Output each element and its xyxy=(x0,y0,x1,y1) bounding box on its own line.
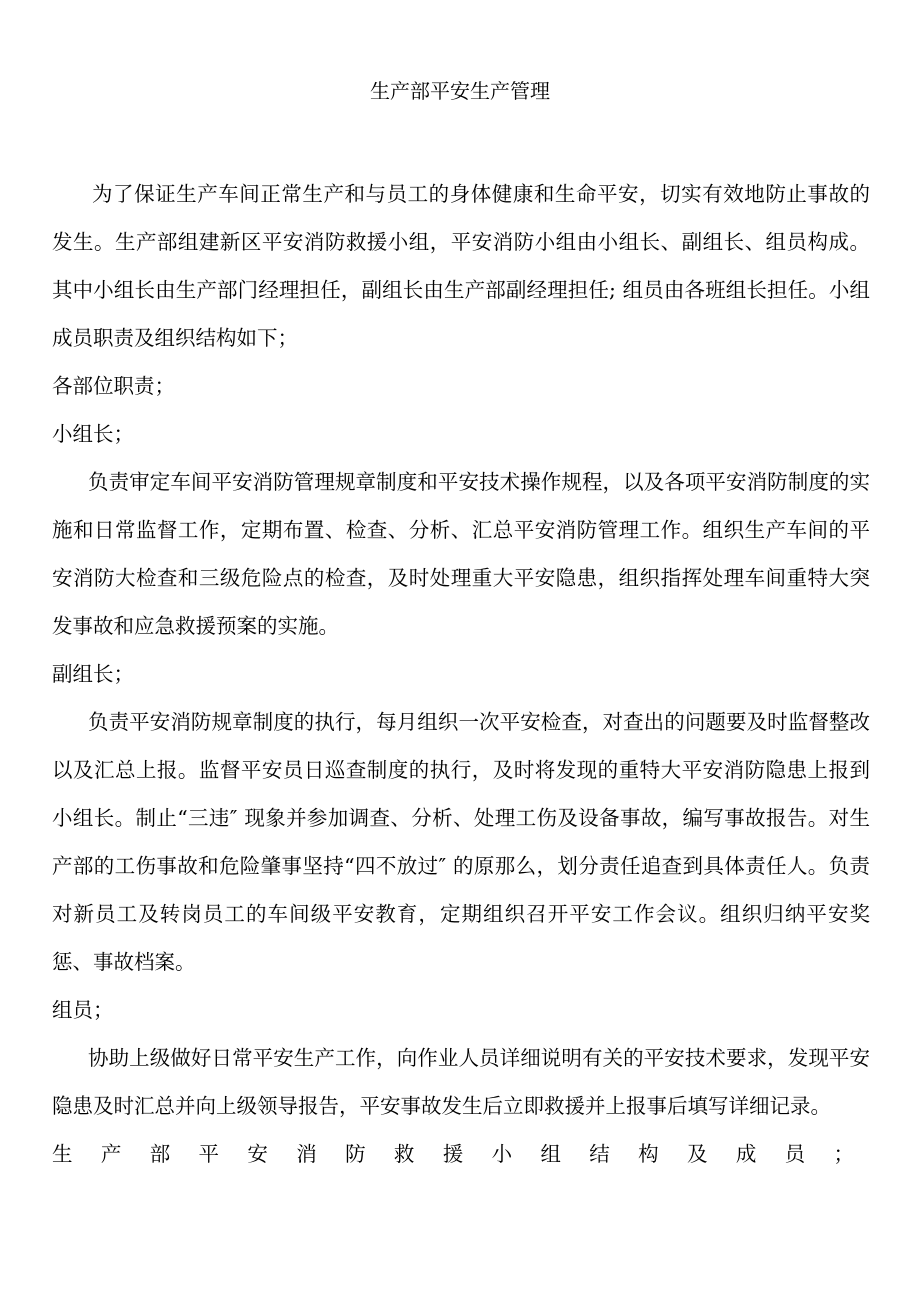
structure-heading-char: 员 xyxy=(784,1142,806,1166)
intro-paragraph: 为了保证生产车间正常生产和与员工的身体健康和生命平安，切实有效地防止事故的发生。生产部组建新区平安消防救援小组，平安消防小组由小组长、副组长、组员构成。其中小组长由生产部门经理担任，副组长由生产部副经理担任; 组员由各班组长担任。小组成员职责及组织结构如下； xyxy=(52,182,870,350)
leader-paragraph: 负责审定车间平安消防管理规章制度和平安技术操作规程，以及各项平安消防制度的实施和日常监督工作，定期布置、检查、分析、汇总平安消防管理工作。组织生产车间的平安消防大检查和三级危险点的检查，及时处理重大平安隐患，组织指挥处理车间重特大突发事故和应急救援预案的实施。 xyxy=(52,470,870,638)
structure-heading xyxy=(52,1130,854,1178)
document-body xyxy=(52,170,870,1178)
member-heading: 组员； xyxy=(52,998,114,1022)
structure-heading-char: ； xyxy=(833,1142,854,1166)
document-title: 生产部平安生产管理 xyxy=(370,79,550,103)
structure-heading-char: 组 xyxy=(540,1142,561,1166)
structure-heading-char: 小 xyxy=(491,1142,513,1166)
structure-heading-char: 平 xyxy=(198,1142,220,1166)
structure-heading-char: 消 xyxy=(296,1142,317,1166)
structure-heading-char: 援 xyxy=(442,1142,464,1166)
responsibilities-heading: 各部位职责； xyxy=(52,374,175,398)
structure-heading-char: 及 xyxy=(686,1142,708,1166)
structure-heading-char: 防 xyxy=(345,1142,366,1166)
structure-heading-char: 生 xyxy=(52,1142,73,1166)
leader-heading: 小组长； xyxy=(52,422,134,446)
structure-heading-char: 结 xyxy=(589,1142,610,1166)
structure-heading-char: 安 xyxy=(247,1142,268,1166)
structure-heading-char: 部 xyxy=(149,1142,171,1166)
deputy-heading: 副组长； xyxy=(52,662,134,686)
structure-heading-char: 构 xyxy=(638,1142,659,1166)
deputy-paragraph: 负责平安消防规章制度的执行，每月组织一次平安检查，对查出的问题要及时监督整改以及汇总上报。监督平安员日巡查制度的执行，及时将发现的重特大平安消防隐患上报到小组长。制止“三违″ 现象并参加调查、分析、处理工伤及设备事故，编写事故报告。对生产部的工伤事故和危险肇事坚持“四不放过″ 的原那么，划分责任追查到具体责任人。负责对新员工及转岗员工的车间级平安教育，定期组织召开平安工作会议。组织归纳平安奖惩、事故档案。 xyxy=(52,710,870,974)
member-paragraph: 协助上级做好日常平安生产工作，向作业人员详细说明有关的平安技术要求，发现平安隐患及时汇总并向上级领导报告，平安事故发生后立即救援并上报事后填写详细记录。 xyxy=(52,1046,870,1118)
structure-heading-char: 成 xyxy=(735,1142,757,1166)
structure-heading-char: 救 xyxy=(393,1142,415,1166)
structure-heading-char: 产 xyxy=(100,1142,122,1166)
